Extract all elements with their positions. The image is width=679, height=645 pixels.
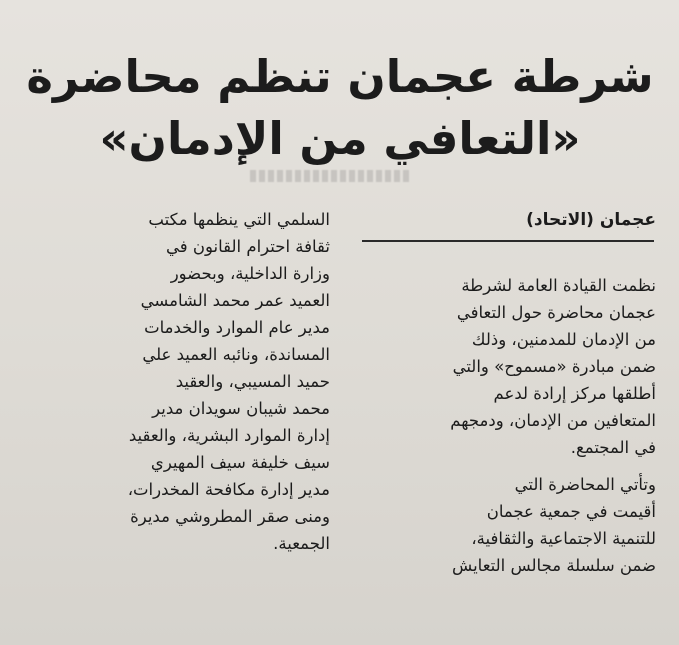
body-line: وتأتي المحاضرة التي: [514, 475, 656, 494]
body-line: أطلقها مركز إرادة لدعم: [493, 384, 656, 403]
body-line: المساندة، ونائبه العميد علي: [142, 345, 330, 364]
body-line: العميد عمر محمد الشامسي: [140, 291, 330, 310]
body-line: ضمن مبادرة «مسموح» والتي: [452, 357, 656, 376]
body-line: أقيمت في جمعية عجمان: [486, 502, 656, 521]
body-line: نظمت القيادة العامة لشرطة: [461, 276, 656, 295]
body-line: مدير إدارة مكافحة المخدرات،: [127, 480, 330, 499]
bleed-through-texture: [250, 170, 410, 182]
body-line: ضمن سلسلة مجالس التعايش: [452, 556, 656, 575]
body-line: إدارة الموارد البشرية، والعقيد: [128, 426, 330, 445]
body-line: للتنمية الاجتماعية والثقافية،: [471, 529, 656, 548]
body-line: محمد شيبان سويدان مدير: [152, 399, 330, 418]
body-line: المتعافين من الإدمان، ودمجهم: [450, 411, 656, 430]
byline: عجمان (الاتحاد): [526, 210, 656, 230]
body-line: ومنى صقر المطروشي مديرة: [130, 507, 330, 526]
byline-divider: [362, 240, 654, 242]
body-line: عجمان محاضرة حول التعافي: [456, 303, 656, 322]
headline: [20, 46, 660, 170]
body-line: الجمعية.: [273, 534, 330, 553]
body-line: من الإدمان للمدمنين، وذلك: [471, 330, 656, 349]
headline-line-1: شرطة عجمان تنظم محاضرة: [26, 50, 654, 103]
body-line: ثقافة احترام القانون في: [166, 237, 330, 256]
paragraph-gap: [350, 461, 656, 471]
body-line: حميد المسيبي، والعقيد: [175, 372, 330, 391]
body-line: السلمي التي ينظمها مكتب: [148, 210, 330, 229]
body-line: في المجتمع.: [570, 438, 656, 457]
headline-line-2: «التعافي من الإدمان»: [99, 112, 581, 165]
body-line: وزارة الداخلية، وبحضور: [170, 264, 330, 283]
article-column-left: [22, 206, 330, 557]
body-line: سيف خليفة سيف المهيري: [150, 453, 330, 472]
article-column-right: [350, 272, 656, 579]
body-line: مدير عام الموارد والخدمات: [144, 318, 330, 337]
